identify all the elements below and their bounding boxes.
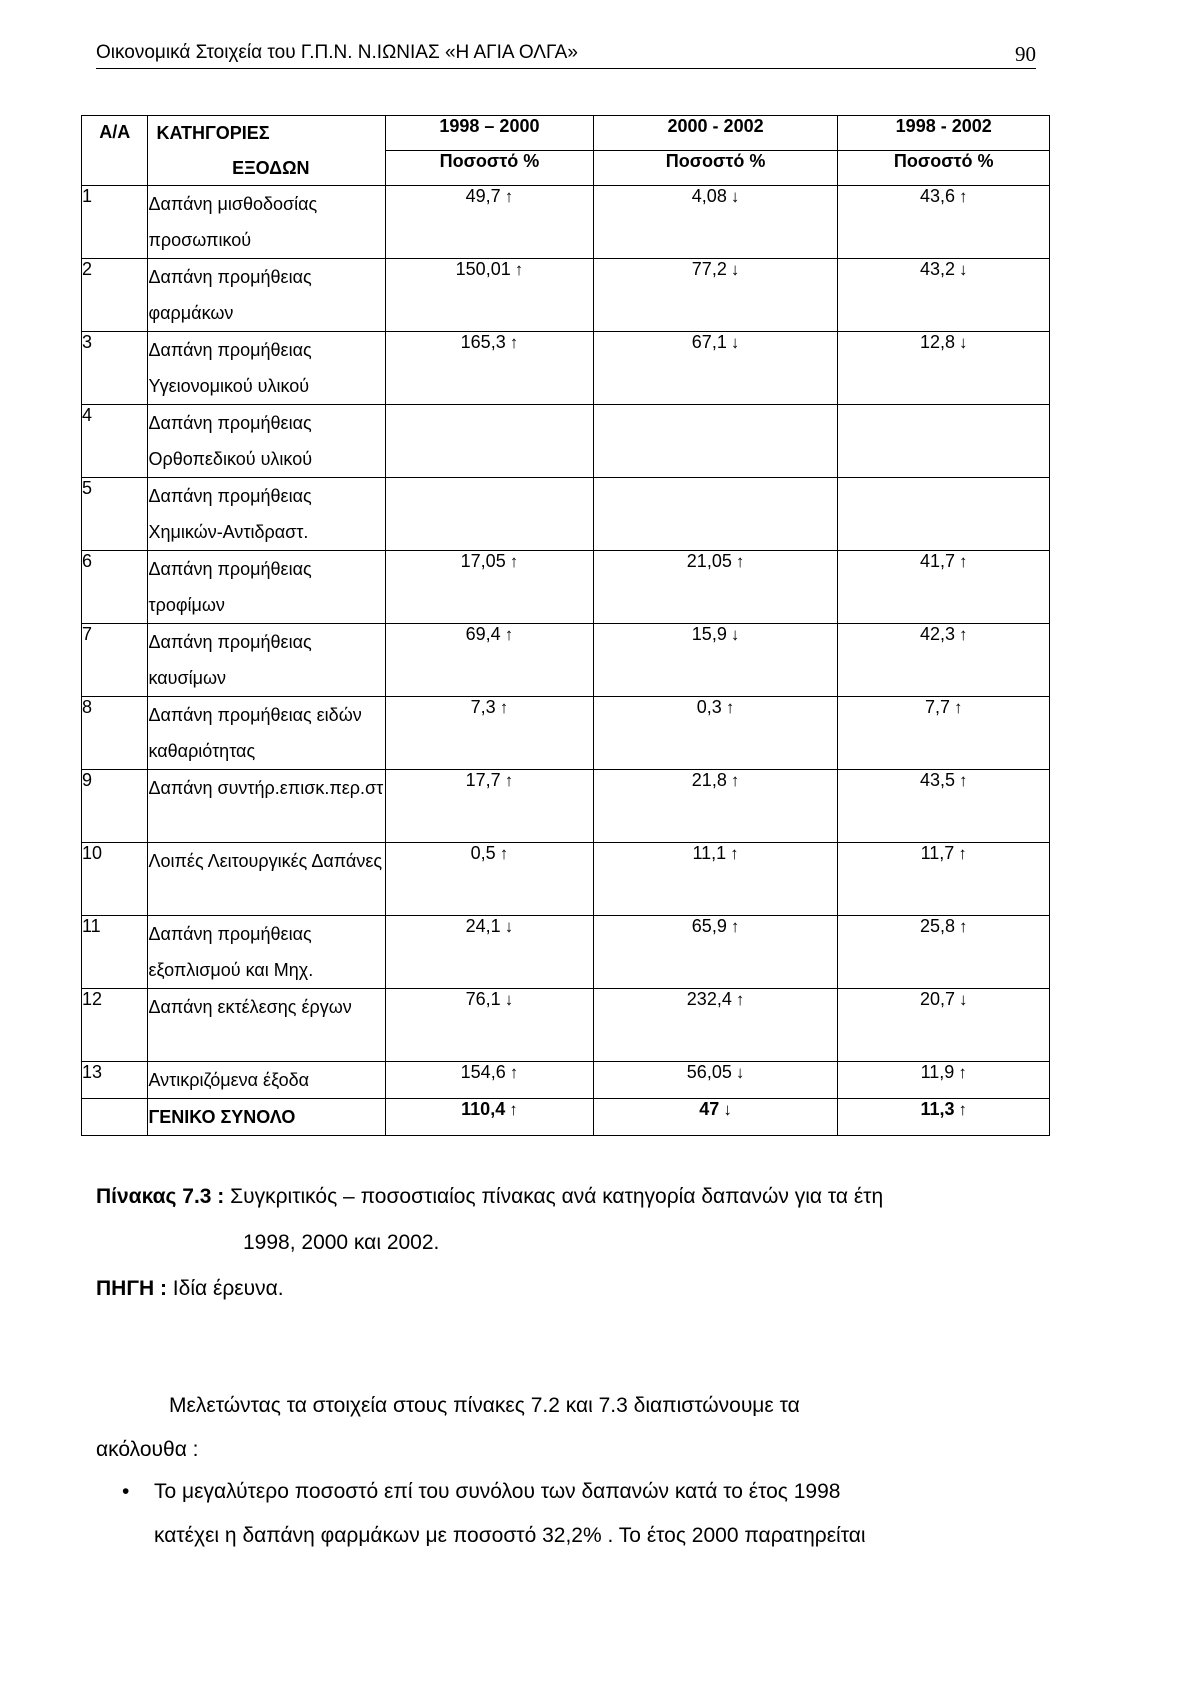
caption-label: Πίνακας 7.3 : [96,1185,225,1208]
cell-1998-2000 [386,989,594,1062]
table-row [82,843,1050,916]
cell-2000-2002 [593,624,838,697]
cell-1998-2002-value: 12,8 [919,332,955,352]
cell-1998-2002 [838,332,1050,405]
row-number: 2 [82,259,148,332]
row-category: Δαπάνη συντήρ.επισκ.περ.στ [148,770,386,843]
table-row [82,697,1050,770]
total-2000-2002-value: 47 [699,1099,720,1119]
cell-1998-2000-arrow-icon: ↑ [509,1063,519,1082]
cell-1998-2002 [838,186,1050,259]
intro-line2: ακόλουθα : [96,1438,199,1461]
cell-2000-2002-value: 65,9 [691,916,727,936]
caption-text-line1: Συγκριτικός – ποσοστιαίος πίνακας ανά κατηγορία δαπανών για τα έτη [230,1185,884,1208]
cell-1998-2000-value: 24,1 [465,916,501,936]
cell-1998-2002 [838,478,1050,551]
header-category-line2: ΕΞΟΔΩΝ [148,151,386,186]
cell-1998-2002-value: 41,7 [919,551,955,571]
cell-1998-2000 [386,1062,594,1099]
table-row [82,1062,1050,1099]
cell-1998-2000 [386,843,594,916]
total-1998-2000 [386,1099,594,1136]
header-period-3: 1998 - 2002 [838,116,1050,151]
cell-1998-2002 [838,843,1050,916]
header-period-1: 1998 – 2000 [386,116,594,151]
table-row [82,332,1050,405]
row-number: 9 [82,770,148,843]
cell-1998-2000 [386,697,594,770]
total-1998-2000-value: 110,4 [461,1099,506,1119]
cell-2000-2002-value: 15,9 [691,624,727,644]
intro-paragraph [96,1384,1036,1472]
cell-1998-2000-value: 0,5 [470,843,496,863]
cell-1998-2000 [386,624,594,697]
cell-2000-2002-arrow-icon: ↑ [730,917,740,936]
cell-1998-2000 [386,916,594,989]
row-number: 12 [82,989,148,1062]
cell-1998-2002 [838,916,1050,989]
caption-text-line2: 1998, 2000 και 2002. [243,1231,440,1254]
total-label: ΓΕΝΙΚΟ ΣΥΝΟΛΟ [148,1099,386,1136]
table-row [82,989,1050,1062]
row-category: Δαπάνη εκτέλεσης έργων [148,989,386,1062]
table-row [82,186,1050,259]
table-row [82,916,1050,989]
cell-1998-2002-value: 11,9 [920,1062,955,1082]
cell-1998-2002-value: 7,7 [924,697,950,717]
cell-1998-2002-arrow-icon: ↑ [953,698,963,717]
cell-1998-2000-arrow-icon: ↑ [509,552,519,571]
bullet-item [118,1470,1036,1558]
cell-1998-2000-value: 69,4 [465,624,501,644]
header-title: Οικονομικά Στοιχεία του Γ.Π.Ν. Ν.ΙΩΝΙΑΣ «Η ΑΓΙΑ ΟΛΓΑ» [96,42,578,63]
row-category: Δαπάνη προμήθειας εξοπλισμού και Μηχ. [148,916,386,989]
bullet-line1: Το μεγαλύτερο ποσοστό επί του συνόλου των δαπανών κατά το έτος 1998 [154,1480,841,1503]
cell-1998-2002 [838,697,1050,770]
header-no: Α/Α [82,116,148,186]
cell-1998-2000-value: 17,7 [465,770,501,790]
cell-2000-2002 [593,843,838,916]
total-row [82,1099,1050,1136]
table-row [82,259,1050,332]
cell-1998-2002 [838,259,1050,332]
cell-1998-2002-value: 43,5 [919,770,955,790]
cell-1998-2002-arrow-icon: ↓ [959,333,968,352]
table-row [82,478,1050,551]
table-row [82,551,1050,624]
cell-2000-2002 [593,259,838,332]
total-2000-2002 [593,1099,838,1136]
cell-2000-2002 [593,186,838,259]
row-category: Λοιπές Λειτουργικές Δαπάνες [148,843,386,916]
cell-2000-2002-arrow-icon: ↑ [735,990,745,1009]
cell-1998-2000 [386,186,594,259]
cell-1998-2000-value: 150,01 [455,259,511,279]
row-number: 8 [82,697,148,770]
cell-1998-2002 [838,770,1050,843]
header-unit-2: Ποσοστό % [593,151,838,186]
cell-2000-2002-arrow-icon: ↓ [730,260,740,279]
source-label: ΠΗΓΗ : [96,1277,167,1300]
cell-1998-2002-value: 42,3 [919,624,955,644]
header-period-2: 2000 - 2002 [593,116,838,151]
bullet-line2: κατέχει η δαπάνη φαρμάκων με ποσοστό 32,2% . Το έτος 2000 παρατηρείται [154,1524,866,1547]
cell-2000-2002-arrow-icon: ↓ [735,1063,745,1082]
cell-2000-2002 [593,697,838,770]
header-category-line1: ΚΑΤΗΓΟΡΙΕΣ [148,116,386,151]
cell-2000-2002-value: 21,8 [691,770,727,790]
row-number: 4 [82,405,148,478]
cell-1998-2002-arrow-icon: ↑ [959,552,968,571]
cell-1998-2002-value: 11,7 [920,843,955,863]
cell-2000-2002-value: 56,05 [686,1062,732,1082]
cell-1998-2000-arrow-icon: ↓ [504,917,514,936]
cell-2000-2002 [593,405,838,478]
row-category: Δαπάνη προμήθειας ειδών καθαριότητας [148,697,386,770]
cell-1998-2002 [838,551,1050,624]
cell-2000-2002-value: 11,1 [692,843,727,863]
row-number: 5 [82,478,148,551]
cell-1998-2002 [838,405,1050,478]
cell-2000-2002 [593,332,838,405]
row-number: 11 [82,916,148,989]
row-category: Δαπάνη προμήθειας Ορθοπεδικού υλικού [148,405,386,478]
cell-1998-2000 [386,259,594,332]
cell-1998-2000-arrow-icon: ↑ [514,260,524,279]
row-category: Δαπάνη προμήθειας καυσίμων [148,624,386,697]
row-category: Δαπάνη προμήθειας φαρμάκων [148,259,386,332]
total-1998-2000-arrow-icon: ↑ [509,1100,518,1119]
row-category: Δαπάνη προμήθειας Χημικών-Αντιδραστ. [148,478,386,551]
cell-1998-2000-value: 7,3 [470,697,496,717]
cell-1998-2002-value: 25,8 [919,916,955,936]
cell-2000-2002-value: 21,05 [686,551,732,571]
row-number: 7 [82,624,148,697]
cell-1998-2000-value: 154,6 [460,1062,506,1082]
cell-1998-2000-arrow-icon: ↑ [504,187,514,206]
cell-1998-2002 [838,624,1050,697]
cell-2000-2002-arrow-icon: ↓ [730,625,740,644]
cell-1998-2002-arrow-icon: ↑ [959,917,968,936]
cell-2000-2002-arrow-icon: ↓ [730,333,740,352]
page-number: 90 [1015,42,1036,66]
cell-1998-2000 [386,405,594,478]
cell-1998-2000-value: 76,1 [465,989,501,1009]
cell-1998-2002-arrow-icon: ↓ [959,990,968,1009]
cell-2000-2002 [593,551,838,624]
cell-2000-2002-value: 67,1 [691,332,727,352]
cell-1998-2000-arrow-icon: ↓ [504,990,514,1009]
cell-1998-2000-arrow-icon: ↑ [504,625,514,644]
row-number: 3 [82,332,148,405]
cell-2000-2002-arrow-icon: ↑ [735,552,745,571]
cell-1998-2002 [838,989,1050,1062]
cell-1998-2002-arrow-icon: ↑ [959,187,968,206]
cell-2000-2002 [593,770,838,843]
cell-2000-2002-arrow-icon: ↑ [730,844,739,863]
cell-1998-2002-arrow-icon: ↑ [959,625,968,644]
table-row [82,405,1050,478]
cell-2000-2002 [593,989,838,1062]
table-subheader-row [82,151,1050,186]
page-header [96,42,1036,72]
cell-1998-2002-value: 20,7 [919,989,955,1009]
cell-1998-2000 [386,551,594,624]
expense-comparison-table [81,115,1050,1136]
total-number [82,1099,148,1136]
row-category: Δαπάνη μισθοδοσίας προσωπικού [148,186,386,259]
total-2000-2002-arrow-icon: ↓ [723,1100,732,1119]
intro-line1: Μελετώντας τα στοιχεία στους πίνακες 7.2 και 7.3 διαπιστώνουμε τα [169,1394,800,1417]
row-number: 10 [82,843,148,916]
cell-1998-2002-value: 43,6 [919,186,955,206]
table-row [82,624,1050,697]
cell-1998-2000-value: 165,3 [460,332,506,352]
cell-2000-2002-arrow-icon: ↓ [730,187,740,206]
cell-1998-2000 [386,478,594,551]
cell-1998-2000 [386,770,594,843]
cell-2000-2002 [593,1062,838,1099]
bullet-dot: • [122,1480,130,1503]
header-unit-1: Ποσοστό % [386,151,594,186]
cell-2000-2002-value: 77,2 [691,259,727,279]
cell-1998-2000 [386,332,594,405]
cell-2000-2002 [593,478,838,551]
row-category: Δαπάνη προμήθειας τροφίμων [148,551,386,624]
cell-1998-2000-value: 49,7 [465,186,501,206]
cell-1998-2000-arrow-icon: ↑ [509,333,519,352]
cell-2000-2002-arrow-icon: ↑ [725,698,735,717]
cell-1998-2002-arrow-icon: ↑ [959,771,968,790]
row-number: 13 [82,1062,148,1099]
cell-1998-2002 [838,1062,1050,1099]
table-header-row [82,116,1050,151]
header-unit-3: Ποσοστό % [838,151,1050,186]
header-rule [96,68,1036,69]
total-1998-2002-value: 11,3 [920,1099,955,1119]
cell-1998-2000-value: 17,05 [460,551,506,571]
total-1998-2002 [838,1099,1050,1136]
cell-1998-2002-arrow-icon: ↑ [958,1063,967,1082]
cell-2000-2002-value: 4,08 [691,186,727,206]
cell-2000-2002-value: 0,3 [696,697,722,717]
cell-2000-2002-arrow-icon: ↑ [730,771,740,790]
cell-2000-2002 [593,916,838,989]
row-category: Αντικριζόμενα έξοδα [148,1062,386,1099]
cell-1998-2002-value: 43,2 [919,259,955,279]
cell-1998-2000-arrow-icon: ↑ [499,698,509,717]
row-number: 1 [82,186,148,259]
source-text: Ιδία έρευνα. [172,1277,284,1300]
row-category: Δαπάνη προμήθειας Υγειονομικού υλικού [148,332,386,405]
cell-1998-2002-arrow-icon: ↑ [958,844,967,863]
row-number: 6 [82,551,148,624]
cell-1998-2000-arrow-icon: ↑ [504,771,514,790]
total-1998-2002-arrow-icon: ↑ [958,1100,967,1119]
table-caption [96,1174,883,1312]
cell-1998-2002-arrow-icon: ↓ [959,260,968,279]
cell-2000-2002-value: 232,4 [686,989,732,1009]
table-row [82,770,1050,843]
cell-1998-2000-arrow-icon: ↑ [499,844,509,863]
